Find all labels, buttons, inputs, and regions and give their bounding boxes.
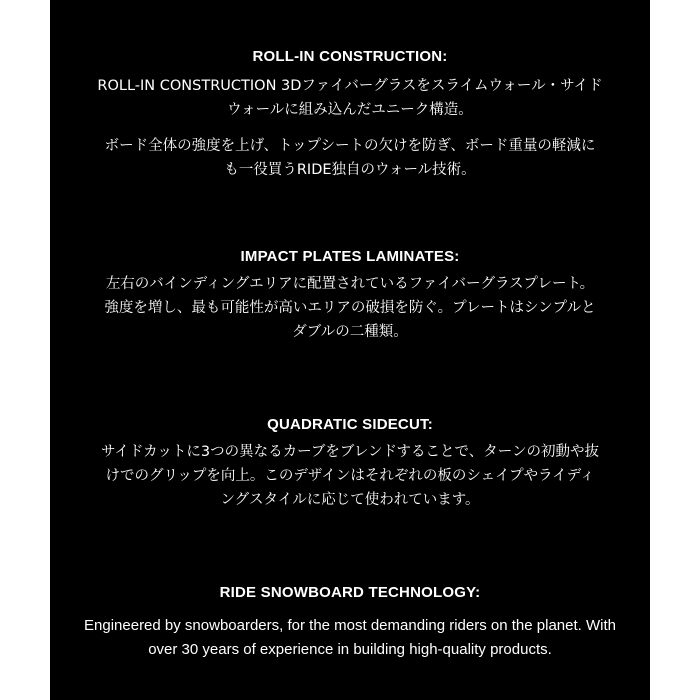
section-paragraph: [50, 614, 650, 662]
section-ride-snowboard-technology: [50, 584, 650, 662]
paragraph-line: けでのグリップを向上。このデザインはそれぞれの板のシェイプやライディ: [105, 468, 595, 484]
paragraph-line: も一役買うRIDE独自のウォール技術。: [224, 162, 476, 178]
paragraph-line: Engineered by snowboarders, for the most demanding riders on the planet. With: [84, 617, 616, 634]
paragraph-line: 強度を増し、最も可能性が高いエリアの破損を防ぐ。プレートはシンプルと: [104, 300, 596, 316]
section-paragraph: [50, 440, 650, 512]
section-heading: QUADRATIC SIDECUT:: [267, 416, 433, 433]
section-paragraph: [50, 134, 650, 182]
content-panel: [50, 0, 650, 700]
paragraph-line: サイドカットに3つの異なるカーブをブレンドすることで、ターンの初動や抜: [101, 444, 599, 460]
paragraph-line: ウォールに組み込んだユニーク構造。: [227, 102, 473, 118]
section-heading: RIDE SNOWBOARD TECHNOLOGY:: [219, 584, 481, 601]
section-quadratic-sidecut: [50, 416, 650, 512]
section-heading: ROLL-IN CONSTRUCTION:: [252, 48, 448, 65]
section-impact-plates-laminates: [50, 248, 650, 344]
section-paragraph: [50, 272, 650, 344]
section-roll-in-construction: [50, 48, 650, 182]
paragraph-line: ROLL-IN CONSTRUCTION 3Dファイバーグラスをスライムウォール・サイド: [97, 78, 603, 94]
section-heading: IMPACT PLATES LAMINATES:: [240, 248, 460, 265]
section-paragraph: [50, 74, 650, 122]
paragraph-line: ダブルの二種類。: [292, 324, 408, 340]
paragraph-line: ングスタイルに応じて使われています。: [220, 492, 480, 508]
paragraph-line: over 30 years of experience in building high-quality products.: [148, 641, 552, 658]
paragraph-line: ボード全体の強度を上げ、トップシートの欠けを防ぎ、ボード重量の軽減に: [104, 138, 596, 154]
paragraph-line: 左右のバインディングエリアに配置されているファイバーグラスプレート。: [105, 276, 595, 292]
